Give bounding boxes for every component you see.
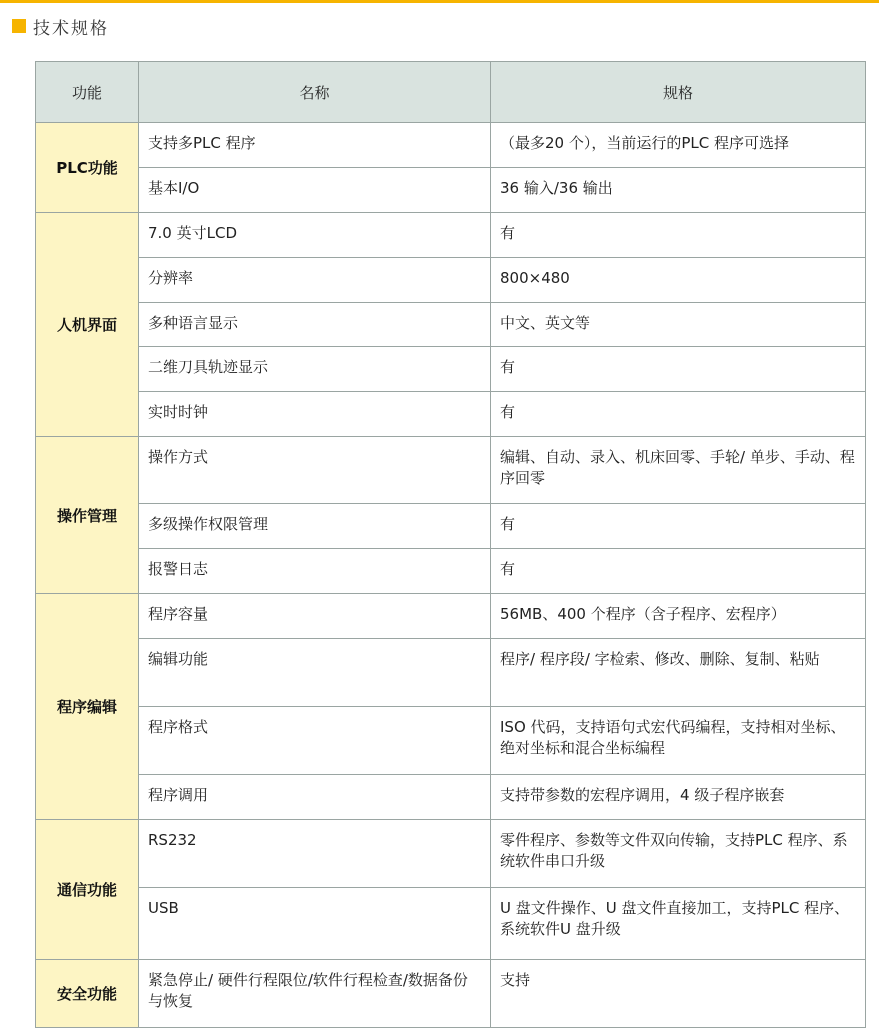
section-title: 技术规格 xyxy=(33,18,109,39)
header-row xyxy=(36,62,866,123)
row-name: 实时时钟 xyxy=(139,392,491,437)
table-row xyxy=(36,549,866,594)
top-accent-line xyxy=(0,0,879,3)
row-name: RS232 xyxy=(139,820,491,888)
section-heading xyxy=(12,14,109,38)
group-label: 安全功能 xyxy=(36,960,139,1028)
table-row xyxy=(36,707,866,775)
table-row xyxy=(36,888,866,960)
table-row xyxy=(36,347,866,392)
row-spec: 800×480 xyxy=(491,258,866,303)
row-name: USB xyxy=(139,888,491,960)
row-name: 编辑功能 xyxy=(139,639,491,707)
group-label: 通信功能 xyxy=(36,820,139,960)
header-name: 名称 xyxy=(139,62,491,123)
group-label: 人机界面 xyxy=(36,213,139,437)
row-name: 7.0 英寸LCD xyxy=(139,213,491,258)
row-spec: （最多20 个），当前运行的PLC 程序可选择 xyxy=(491,123,866,168)
row-name: 紧急停止/ 硬件行程限位/软件行程检查/数据备份与恢复 xyxy=(139,960,491,1028)
table-row xyxy=(36,820,866,888)
table-row xyxy=(36,168,866,213)
row-name: 程序容量 xyxy=(139,594,491,639)
table-row xyxy=(36,960,866,1028)
row-spec: 支持 xyxy=(491,960,866,1028)
spec-table xyxy=(35,61,866,1028)
row-spec: U 盘文件操作、U 盘文件直接加工，支持PLC 程序、系统软件U 盘升级 xyxy=(491,888,866,960)
group-label: 操作管理 xyxy=(36,437,139,594)
table-row xyxy=(36,594,866,639)
row-spec: 支持带参数的宏程序调用，4 级子程序嵌套 xyxy=(491,775,866,820)
row-spec: 有 xyxy=(491,504,866,549)
header-spec: 规格 xyxy=(491,62,866,123)
table-row xyxy=(36,303,866,347)
row-spec: 36 输入/36 输出 xyxy=(491,168,866,213)
table-row xyxy=(36,437,866,504)
row-spec: 有 xyxy=(491,347,866,392)
row-spec: 程序/ 程序段/ 字检索、修改、删除、复制、粘贴 xyxy=(491,639,866,707)
row-spec: 编辑、自动、录入、机床回零、手轮/ 单步、手动、程序回零 xyxy=(491,437,866,504)
row-name: 多种语言显示 xyxy=(139,303,491,347)
table-row xyxy=(36,392,866,437)
group-label: PLC功能 xyxy=(36,123,139,213)
row-name: 分辨率 xyxy=(139,258,491,303)
row-spec: 56MB、400 个程序（含子程序、宏程序） xyxy=(491,594,866,639)
row-spec: 有 xyxy=(491,549,866,594)
row-spec: ISO 代码，支持语句式宏代码编程，支持相对坐标、绝对坐标和混合坐标编程 xyxy=(491,707,866,775)
row-spec: 中文、英文等 xyxy=(491,303,866,347)
row-spec: 零件程序、参数等文件双向传输，支持PLC 程序、系统软件串口升级 xyxy=(491,820,866,888)
table-row xyxy=(36,639,866,707)
row-name: 操作方式 xyxy=(139,437,491,504)
row-name: 程序调用 xyxy=(139,775,491,820)
table-row xyxy=(36,123,866,168)
table-row xyxy=(36,504,866,549)
row-name: 程序格式 xyxy=(139,707,491,775)
row-name: 二维刀具轨迹显示 xyxy=(139,347,491,392)
heading-square-icon xyxy=(12,19,26,33)
table-row xyxy=(36,775,866,820)
row-name: 基本I/O xyxy=(139,168,491,213)
table-row xyxy=(36,213,866,258)
row-spec: 有 xyxy=(491,213,866,258)
group-label: 程序编辑 xyxy=(36,594,139,820)
row-name: 报警日志 xyxy=(139,549,491,594)
row-name: 多级操作权限管理 xyxy=(139,504,491,549)
row-name: 支持多PLC 程序 xyxy=(139,123,491,168)
header-function: 功能 xyxy=(36,62,139,123)
table-row xyxy=(36,258,866,303)
row-spec: 有 xyxy=(491,392,866,437)
